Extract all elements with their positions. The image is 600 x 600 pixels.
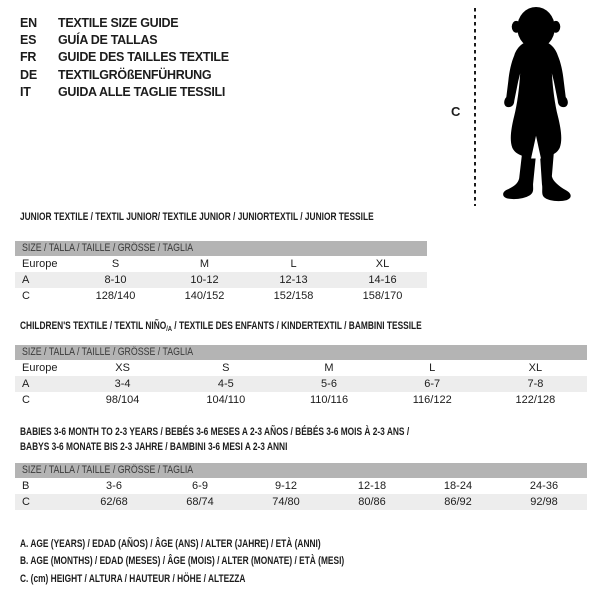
baby-silhouette	[486, 4, 590, 208]
junior-table-title: JUNIOR TEXTILE / TEXTIL JUNIOR/ TEXTILE JUNIOR / JUNIORTEXTIL / JUNIOR TESSILE	[20, 211, 374, 223]
table-cell: 8-10	[104, 274, 127, 286]
row-label: C	[22, 496, 30, 508]
language-label: GUÍA DE TALLAS	[58, 32, 158, 47]
table-cell: 68/74	[186, 496, 214, 508]
row-label: Europe	[22, 258, 58, 270]
table-cell: 128/140	[95, 290, 136, 302]
height-label-c: C	[451, 104, 461, 119]
table-cell: 62/68	[100, 496, 128, 508]
language-code: ES	[20, 32, 37, 47]
language-row	[20, 31, 229, 48]
legend	[20, 536, 447, 588]
size-header-bar: SIZE / TALLA / TAILLE / GRÖSSE / TAGLIA	[15, 345, 587, 360]
table-cell: 9-12	[274, 480, 298, 492]
table-cell: 3-4	[114, 378, 131, 390]
table-row	[15, 478, 587, 494]
table-cell: 10-12	[190, 274, 219, 286]
language-label: GUIDA ALLE TAGLIE TESSILI	[58, 84, 226, 99]
row-label: Europe	[22, 362, 58, 374]
language-label: GUIDE DES TAILLES TEXTILE	[58, 50, 229, 65]
table-cell: L	[290, 258, 297, 270]
table-cell: 4-5	[217, 378, 234, 390]
table-cell: 86/92	[444, 496, 472, 508]
table-row	[15, 256, 427, 272]
language-label: TEXTILE SIZE GUIDE	[58, 15, 179, 30]
junior-size-table	[15, 241, 427, 304]
table-cell: 152/158	[273, 290, 314, 302]
row-label: B	[22, 480, 30, 492]
table-row	[15, 272, 427, 288]
row-label: C	[22, 394, 30, 406]
table-cell: 92/98	[530, 496, 558, 508]
language-row	[20, 14, 229, 31]
table-row	[15, 376, 587, 392]
size-header-bar: SIZE / TALLA / TAILLE / GRÖSSE / TAGLIA	[15, 463, 587, 478]
table-cell: 5-6	[321, 378, 337, 390]
babies-table-title: BABIES 3-6 MONTH TO 2-3 YEARS / BEBÉS 3-6 MESES A 2-3 AÑOS / BÉBÉS 3-6 MOIS À 2-3 ANS / BABYS 3-6 MONATE BIS 2-3 JAHRE / BAMBINI 3-6 MESI A 2-3 ANNI	[20, 426, 410, 453]
row-label: A	[22, 378, 30, 390]
table-cell: 7-8	[527, 378, 544, 390]
table-cell: 24-36	[529, 480, 559, 492]
children-size-table	[15, 345, 587, 408]
table-row	[15, 392, 587, 408]
table-cell: 122/128	[515, 394, 556, 406]
table-cell: XS	[115, 362, 130, 374]
row-label: C	[22, 290, 30, 302]
subscript: /A	[166, 324, 172, 333]
table-cell: M	[199, 258, 210, 270]
table-cell: S	[222, 362, 230, 374]
language-list	[20, 14, 229, 100]
height-dashed-line	[474, 8, 476, 206]
table-cell: XL	[375, 258, 390, 270]
table-cell: 80/86	[358, 496, 386, 508]
table-row	[15, 288, 427, 304]
table-cell: 158/170	[362, 290, 403, 302]
table-cell: 3-6	[106, 480, 122, 492]
table-cell: XL	[528, 362, 543, 374]
table-cell: 6-7	[424, 378, 441, 390]
language-row	[20, 83, 229, 100]
table-cell: 116/122	[412, 394, 452, 406]
table-cell: 104/110	[206, 394, 246, 406]
language-code: FR	[20, 50, 37, 65]
table-cell: 98/104	[105, 394, 140, 406]
language-label: TEXTILGRÖßENFÜHRUNG	[58, 67, 212, 82]
table-row	[15, 494, 587, 510]
language-row	[20, 49, 229, 66]
language-code: IT	[20, 84, 31, 99]
legend-line-b: B. AGE (MONTHS) / EDAD (MESES) / ÂGE (MOIS) / ALTER (MONATE) / ETÀ (MESI)	[20, 555, 345, 568]
legend-line-c: C. (cm) HEIGHT / ALTURA / HAUTEUR / HÖHE / ALTEZZA	[20, 572, 246, 585]
table-cell: L	[429, 362, 436, 374]
babies-size-table	[15, 463, 587, 510]
legend-line-a: A. AGE (YEARS) / EDAD (AÑOS) / ÂGE (ANS) / ALTER (JAHRE) / ETÀ (ANNI)	[20, 538, 321, 550]
row-label: A	[22, 274, 30, 286]
table-cell: 6-9	[192, 480, 208, 492]
size-header-bar: SIZE / TALLA / TAILLE / GRÖSSE / TAGLIA	[15, 241, 427, 256]
table-cell: 12-18	[357, 480, 387, 492]
table-cell: 74/80	[272, 496, 300, 508]
table-cell: 14-16	[368, 274, 397, 286]
language-row	[20, 66, 229, 83]
language-code: EN	[20, 15, 37, 30]
table-row	[15, 360, 587, 376]
language-code: DE	[20, 67, 37, 82]
table-cell: 140/152	[184, 290, 225, 302]
table-cell: 12-13	[279, 274, 308, 286]
table-cell: 18-24	[443, 480, 473, 492]
table-cell: 110/116	[309, 394, 349, 406]
children-table-title: CHILDREN'S TEXTILE / TEXTIL $NIÑO_{/A}$ / TEXTILE DES ENFANTS / KINDERTEXTIL / BAMBINI TESSILE	[20, 320, 422, 333]
table-cell: S	[111, 258, 120, 270]
table-cell: M	[324, 362, 334, 374]
